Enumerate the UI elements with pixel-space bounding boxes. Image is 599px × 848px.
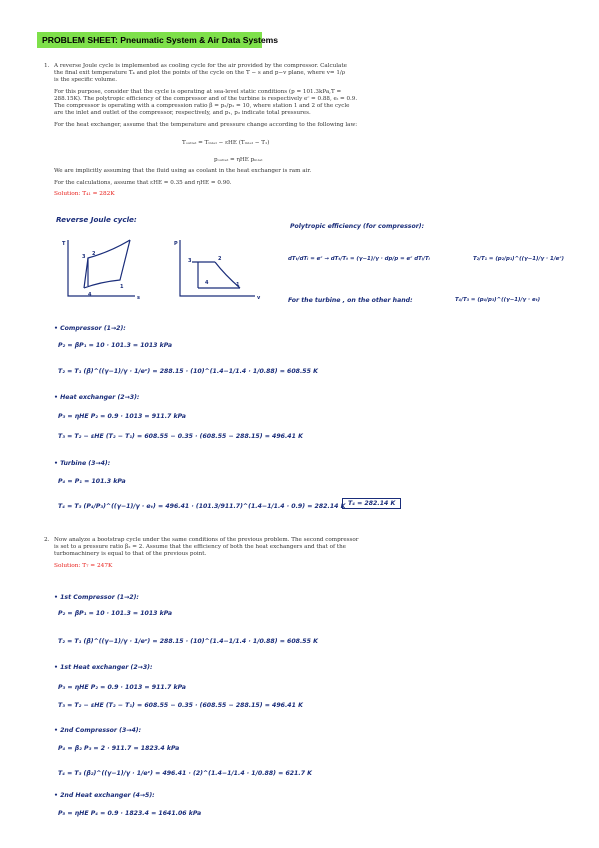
heat-exchanger-pressure: P₃ = ηHE P₂ = 0.9 · 1013 = 911.7 kPa — [58, 413, 186, 420]
turbine-heading: • Turbine (3→4): — [54, 460, 111, 467]
equation-outlet-pressure: pₒᵤₜₗₑₜ = ηHE pᵢₙₗₑₜ — [214, 157, 263, 163]
problem-1-line-6: The compressor is operating with a compression ratio β = p₂/p₁ = 10, where station 1 and 2 of the cycle — [54, 103, 350, 109]
problem-1-solution: Solution: T₄₁ = 282K — [54, 191, 115, 197]
pv-point-1: 1 — [236, 282, 240, 288]
turbine-ratio-equation: T₄/T₃ = (p₄/p₃)^((γ−1)/γ · eₜ) — [455, 297, 541, 303]
compressor-ratio-equation: T₂/T₁ = (p₂/p₁)^((γ−1)/γ · 1/eᶜ) — [473, 256, 565, 262]
final-temperature-box: T₄ = 282.14 K — [342, 498, 401, 509]
ts-axis-T-label: T — [62, 241, 66, 247]
pv-axis-v-label: v — [257, 295, 261, 301]
ts-point-3: 3 — [82, 254, 86, 260]
first-compressor-temperature: T₂ = T₁ (β)^((γ−1)/γ · 1/eᶜ) = 288.15 · (10)^(1.4−1/1.4 · 1/0.88) = 608.55 K — [58, 638, 318, 645]
second-compressor-heading: • 2nd Compressor (3→4): — [54, 727, 142, 734]
second-heat-exchanger-pressure: P₅ = ηHE P₄ = 0.9 · 1823.4 = 1641.06 kPa — [58, 810, 202, 817]
second-compressor-temperature: T₄ = T₃ (β₂)^((γ−1)/γ · 1/eᶜ) = 496.41 · (2)^(1.4−1/1.4 · 1/0.88) = 621.7 K — [58, 770, 312, 777]
compressor-temperature: T₂ = T₁ (β)^((γ−1)/γ · 1/eᶜ) = 288.15 · (10)^(1.4−1/1.4 · 1/0.88) = 608.55 K — [58, 368, 318, 375]
ts-point-1: 1 — [120, 284, 124, 290]
ts-axes — [68, 240, 135, 296]
second-compressor-pressure: P₄ = β₂ P₃ = 2 · 911.7 = 1823.4 kPa — [58, 745, 180, 752]
problem-2-line-2: is set to a pressure ratio β₂ = 2. Assume that the efficiency of both the heat exchangers and that of the — [54, 544, 346, 550]
polytropic-equation: dTₜ/dTᵢ = eᶜ → dTₜ/Tₜ = (γ−1)/γ · dp/p = eᶜ dTᵢ/Tᵢ — [288, 256, 430, 262]
page-title: PROBLEM SHEET: Pneumatic System & Air Data Systems — [37, 32, 262, 48]
first-heat-exchanger-pressure: P₃ = ηHE P₂ = 0.9 · 1013 = 911.7 kPa — [58, 684, 186, 691]
compressor-heading: • Compressor (1→2): — [54, 325, 126, 332]
pv-point-2: 2 — [218, 256, 222, 262]
problem-2-solution: Solution: T₇ = 247K — [54, 563, 113, 569]
problem-1-line-8: For the heat exchanger, assume that the temperature and pressure change according to the following law: — [54, 122, 358, 128]
problem-1-after-2: For the calculations, assume that εHE = 0.35 and ηHE = 0.90. — [54, 180, 232, 186]
first-compressor-heading: • 1st Compressor (1→2): — [54, 594, 139, 601]
problem-1-line-4: For this purpose, consider that the cycle is operating at sea-level static conditions (p = 101.3kPa,T = — [54, 89, 342, 95]
problem-2-number: 2. — [44, 537, 50, 543]
problem-1-line-1: A reverse Joule cycle is implemented as cooling cycle for the air provided by the compressor. Calculate — [54, 63, 347, 69]
equation-outlet-temperature: Tₒᵤₜₗₑₜ = Tᵢₙₗₑₜ − εHE (Tᵢₙₗₑₜ − T₁) — [182, 140, 270, 146]
problem-1-line-5: 288.15K). The polytropic efficiency of the compressor and of the turbine is respectively eᶜ = 0.88, eₜ = 0.9. — [54, 96, 358, 102]
turbine-temperature: T₄ = T₃ (P₄/P₃)^((γ−1)/γ · eₜ) = 496.41 · (101.3/911.7)^(1.4−1/1.4 · 0.9) = 282.14 K — [58, 503, 346, 510]
turbine-pressure: P₄ = P₁ = 101.3 kPa — [58, 478, 126, 485]
pv-point-4: 4 — [205, 280, 209, 286]
reverse-joule-heading: Reverse Joule cycle: — [56, 215, 137, 224]
second-heat-exchanger-heading: • 2nd Heat exchanger (4→5): — [54, 792, 155, 799]
compressor-pressure: P₂ = βP₁ = 10 · 101.3 = 1013 kPa — [58, 342, 173, 349]
turbine-note: For the turbine , on the other hand: — [288, 297, 413, 304]
problem-1-number: 1. — [44, 63, 50, 69]
problem-1-line-7: are the inlet and outlet of the compressor, respectively, and p₁, p₂ indicate total pressures. — [54, 110, 311, 116]
first-heat-exchanger-temperature: T₃ = T₂ − εHE (T₂ − T₁) = 608.55 − 0.35 · (608.55 − 288.15) = 496.41 K — [58, 702, 303, 709]
problem-1-line-2: the final exit temperature T₄ and plot the points of the cycle on the T − s and p−v plane, where v= 1/ρ — [54, 70, 346, 76]
ts-axis-s-label: s — [137, 295, 140, 301]
ts-point-2: 2 — [92, 251, 96, 257]
pv-point-3: 3 — [188, 258, 192, 264]
problem-1-line-3: is the specific volume. — [54, 77, 118, 83]
pv-axis-P-label: P — [174, 241, 178, 247]
ts-curve-upper — [84, 240, 130, 288]
heat-exchanger-heading: • Heat exchanger (2→3): — [54, 394, 140, 401]
problem-1-after-1: We are implicitly assuming that the fluid using as coolant in the heat exchanger is ram air. — [54, 168, 312, 174]
ts-curve-lower — [84, 240, 130, 288]
ts-point-4: 4 — [88, 292, 92, 298]
problem-2-line-3: turbomachinery is equal to that of the previous point. — [54, 551, 207, 557]
heat-exchanger-temperature: T₃ = T₂ − εHE (T₂ − T₁) = 608.55 − 0.35 · (608.55 − 288.15) = 496.41 K — [58, 433, 303, 440]
problem-2-line-1: Now analyze a bootstrap cycle under the same conditions of the previous problem. The second compressor — [54, 537, 359, 543]
polytropic-heading: Polytropic efficiency (for compressor): — [290, 223, 425, 230]
first-heat-exchanger-heading: • 1st Heat exchanger (2→3): — [54, 664, 153, 671]
first-compressor-pressure: P₂ = βP₁ = 10 · 101.3 = 1013 kPa — [58, 610, 173, 617]
